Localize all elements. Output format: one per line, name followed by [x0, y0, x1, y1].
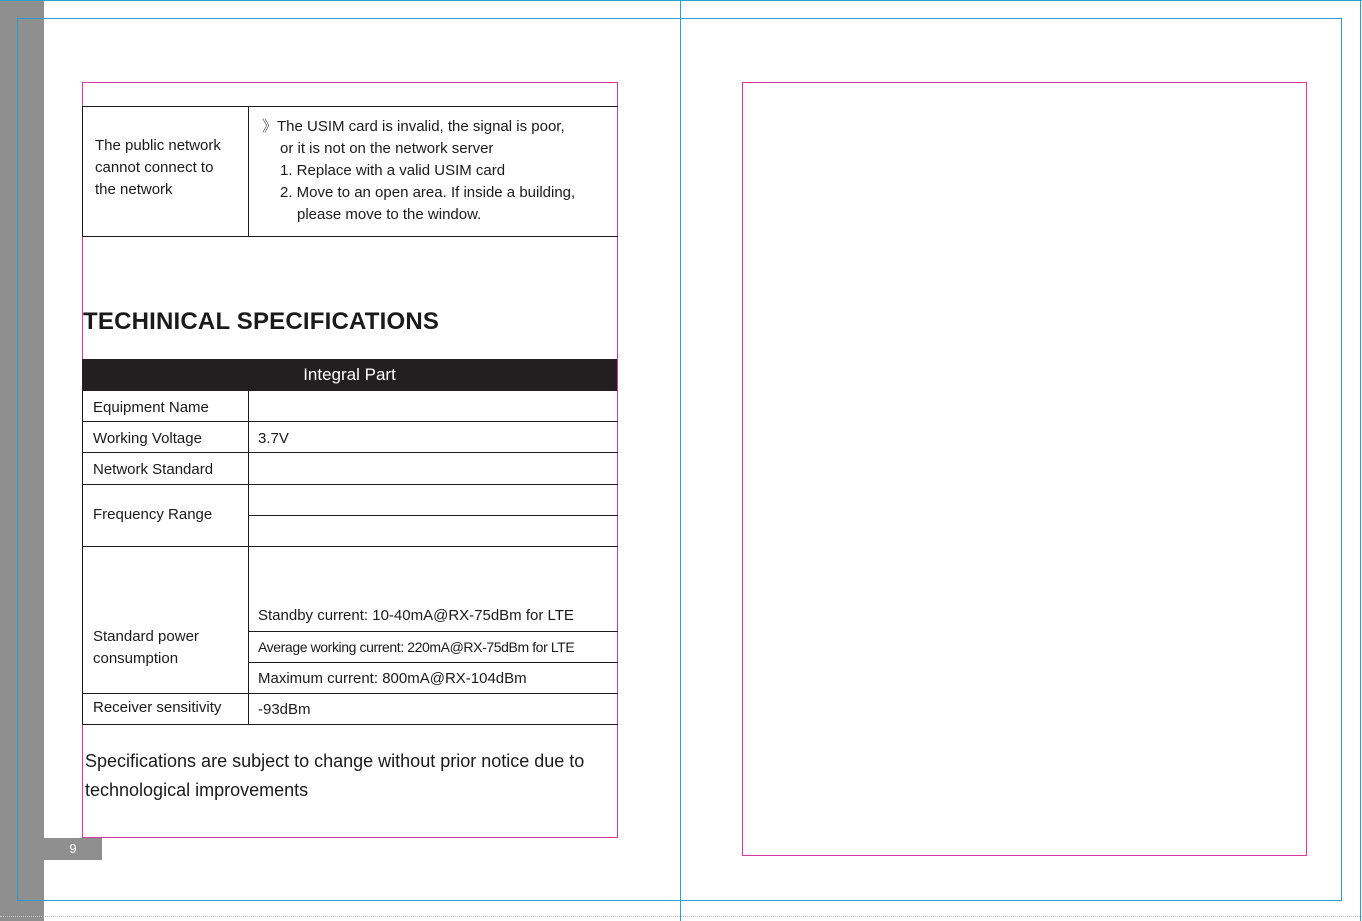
label-equipment-name: Equipment Name — [93, 399, 209, 416]
row-divider — [248, 662, 618, 663]
solution-line: please move to the window. — [297, 206, 482, 223]
row-divider — [82, 693, 618, 694]
label-working-voltage: Working Voltage — [93, 430, 202, 447]
column-divider — [248, 391, 249, 725]
table-border — [248, 106, 249, 237]
column-divider — [82, 391, 83, 725]
guide-line-center — [680, 0, 681, 921]
row-divider — [82, 421, 618, 422]
value-standby-current: Standby current: 10-40mA@RX-75dBm for LTE — [258, 607, 574, 624]
problem-line: The public network — [95, 137, 221, 154]
row-divider — [248, 515, 618, 516]
label-receiver-sensitivity: Receiver sensitivity — [93, 699, 222, 716]
value-average-current: Average working current: 220mA@RX-75dBm for LTE — [258, 639, 575, 655]
spec-note-line: Specifications are subject to change without prior notice due to — [85, 751, 585, 771]
label-frequency-range: Frequency Range — [93, 506, 213, 523]
right-content-box — [742, 82, 1307, 856]
table-header: Integral Part — [82, 359, 617, 391]
value-working-voltage: 3.7V — [258, 430, 289, 447]
guide-line-right — [1341, 18, 1342, 901]
guide-line-far-right — [1360, 0, 1361, 921]
solution-line: 》The USIM card is invalid, the signal is poor, — [262, 118, 565, 135]
solution-line: 2. Move to an open area. If inside a building, — [280, 184, 576, 201]
spec-note-line: technological improvements — [85, 780, 309, 800]
problem-line: the network — [95, 181, 173, 198]
row-divider — [82, 452, 618, 453]
guide-line-bottom — [17, 900, 1342, 901]
page-number: 9 — [44, 838, 102, 860]
label-standard-power: consumption — [93, 650, 179, 667]
row-divider — [248, 631, 618, 632]
section-title: TECHINICAL SPECIFICATIONS — [83, 308, 440, 335]
row-divider — [82, 546, 618, 547]
row-divider — [82, 484, 618, 485]
table-border — [82, 106, 618, 107]
guide-line-left — [17, 18, 18, 901]
table-border — [82, 106, 83, 237]
page-edge-strip — [0, 0, 44, 921]
label-network-standard: Network Standard — [93, 461, 214, 478]
solution-line: or it is not on the network server — [280, 140, 494, 157]
solution-line: 1. Replace with a valid USIM card — [280, 162, 506, 179]
guide-line-top-edge — [0, 0, 1362, 1]
bottom-dotted-guide — [0, 916, 1362, 917]
value-maximum-current: Maximum current: 800mA@RX-104dBm — [258, 670, 527, 687]
row-divider — [82, 724, 618, 725]
label-standard-power: Standard power — [93, 628, 199, 645]
table-border — [82, 236, 618, 237]
guide-line-top — [17, 18, 1342, 19]
problem-line: cannot connect to — [95, 159, 214, 176]
value-receiver-sensitivity: -93dBm — [258, 701, 311, 718]
